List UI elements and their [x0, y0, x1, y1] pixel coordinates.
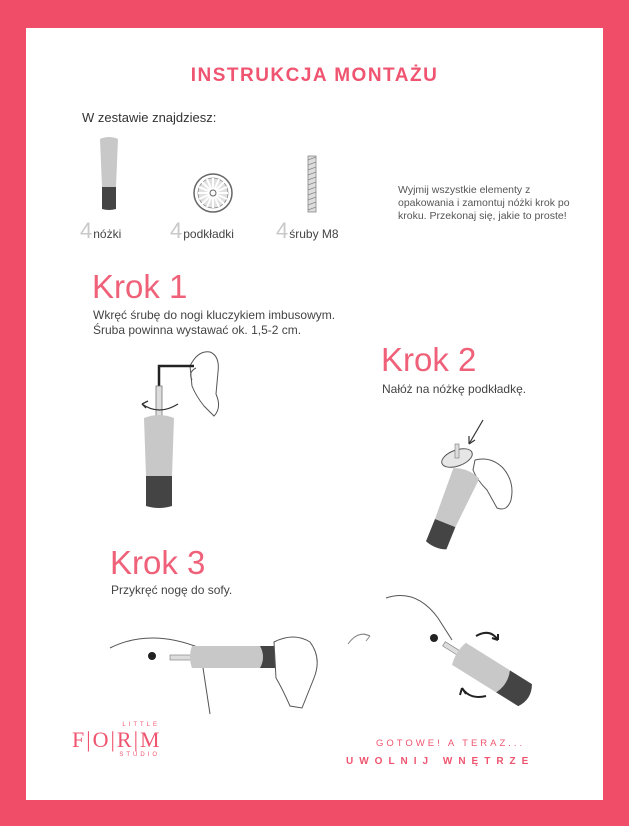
leg-icon: [98, 135, 120, 210]
logo-bottom-text: STUDIO: [119, 752, 160, 758]
kit-item-washers: [170, 218, 234, 244]
footer-slogan: UWOLNIJ WNĘTRZE: [346, 756, 535, 767]
logo: [72, 722, 172, 758]
instruction-sheet: [26, 28, 603, 800]
step-3-title: Krok 3: [110, 544, 206, 581]
kit-item-label: nóżki: [93, 227, 122, 241]
screw-icon: [307, 156, 317, 212]
page-title: INSTRUKCJA MONTAŻU: [190, 65, 439, 86]
step-1-desc: [93, 308, 335, 338]
step-2-illustration: [411, 416, 521, 551]
kit-item-count: 4: [170, 218, 183, 243]
step-1-title: Krok 1: [92, 268, 188, 305]
step-2-title: Krok 2: [381, 341, 477, 378]
kit-item-count: 4: [80, 218, 93, 243]
kit-item-label: podkładki: [183, 227, 234, 241]
step-3-desc: Przykręć nogę do sofy.: [111, 583, 233, 597]
curved-arrow-icon: [346, 630, 374, 648]
step-1-desc-line: Śruba powinna wystawać ok. 1,5-2 cm.: [93, 323, 302, 337]
logo-main-text: F|O|R|M: [72, 727, 162, 752]
intro-text: Wyjmij wszystkie elementy z opakowania i zamontuj nóżki krok po kroku. Przekonaj się, jakie to proste!: [398, 184, 570, 222]
kit-item-screws: [276, 218, 339, 244]
step-1-desc-line: Wkręć śrubę do nogi kluczykiem imbusowym.: [93, 308, 336, 322]
washer-icon: [192, 172, 234, 214]
kit-item-label: śruby M8: [289, 227, 339, 241]
step-3-illustration-b: [386, 588, 536, 708]
step-2-desc: Nałóż na nóżkę podkładkę.: [382, 382, 527, 396]
kit-item-count: 4: [276, 218, 289, 243]
step-3-illustration-a: [110, 618, 330, 718]
footer-tagline: GOTOWE! A TERAZ...: [376, 738, 526, 749]
logo-top-text: LITTLE: [122, 722, 160, 728]
step-1-illustration: [126, 346, 236, 516]
kit-heading: W zestawie znajdziesz:: [82, 110, 217, 125]
kit-item-legs: [80, 218, 121, 244]
